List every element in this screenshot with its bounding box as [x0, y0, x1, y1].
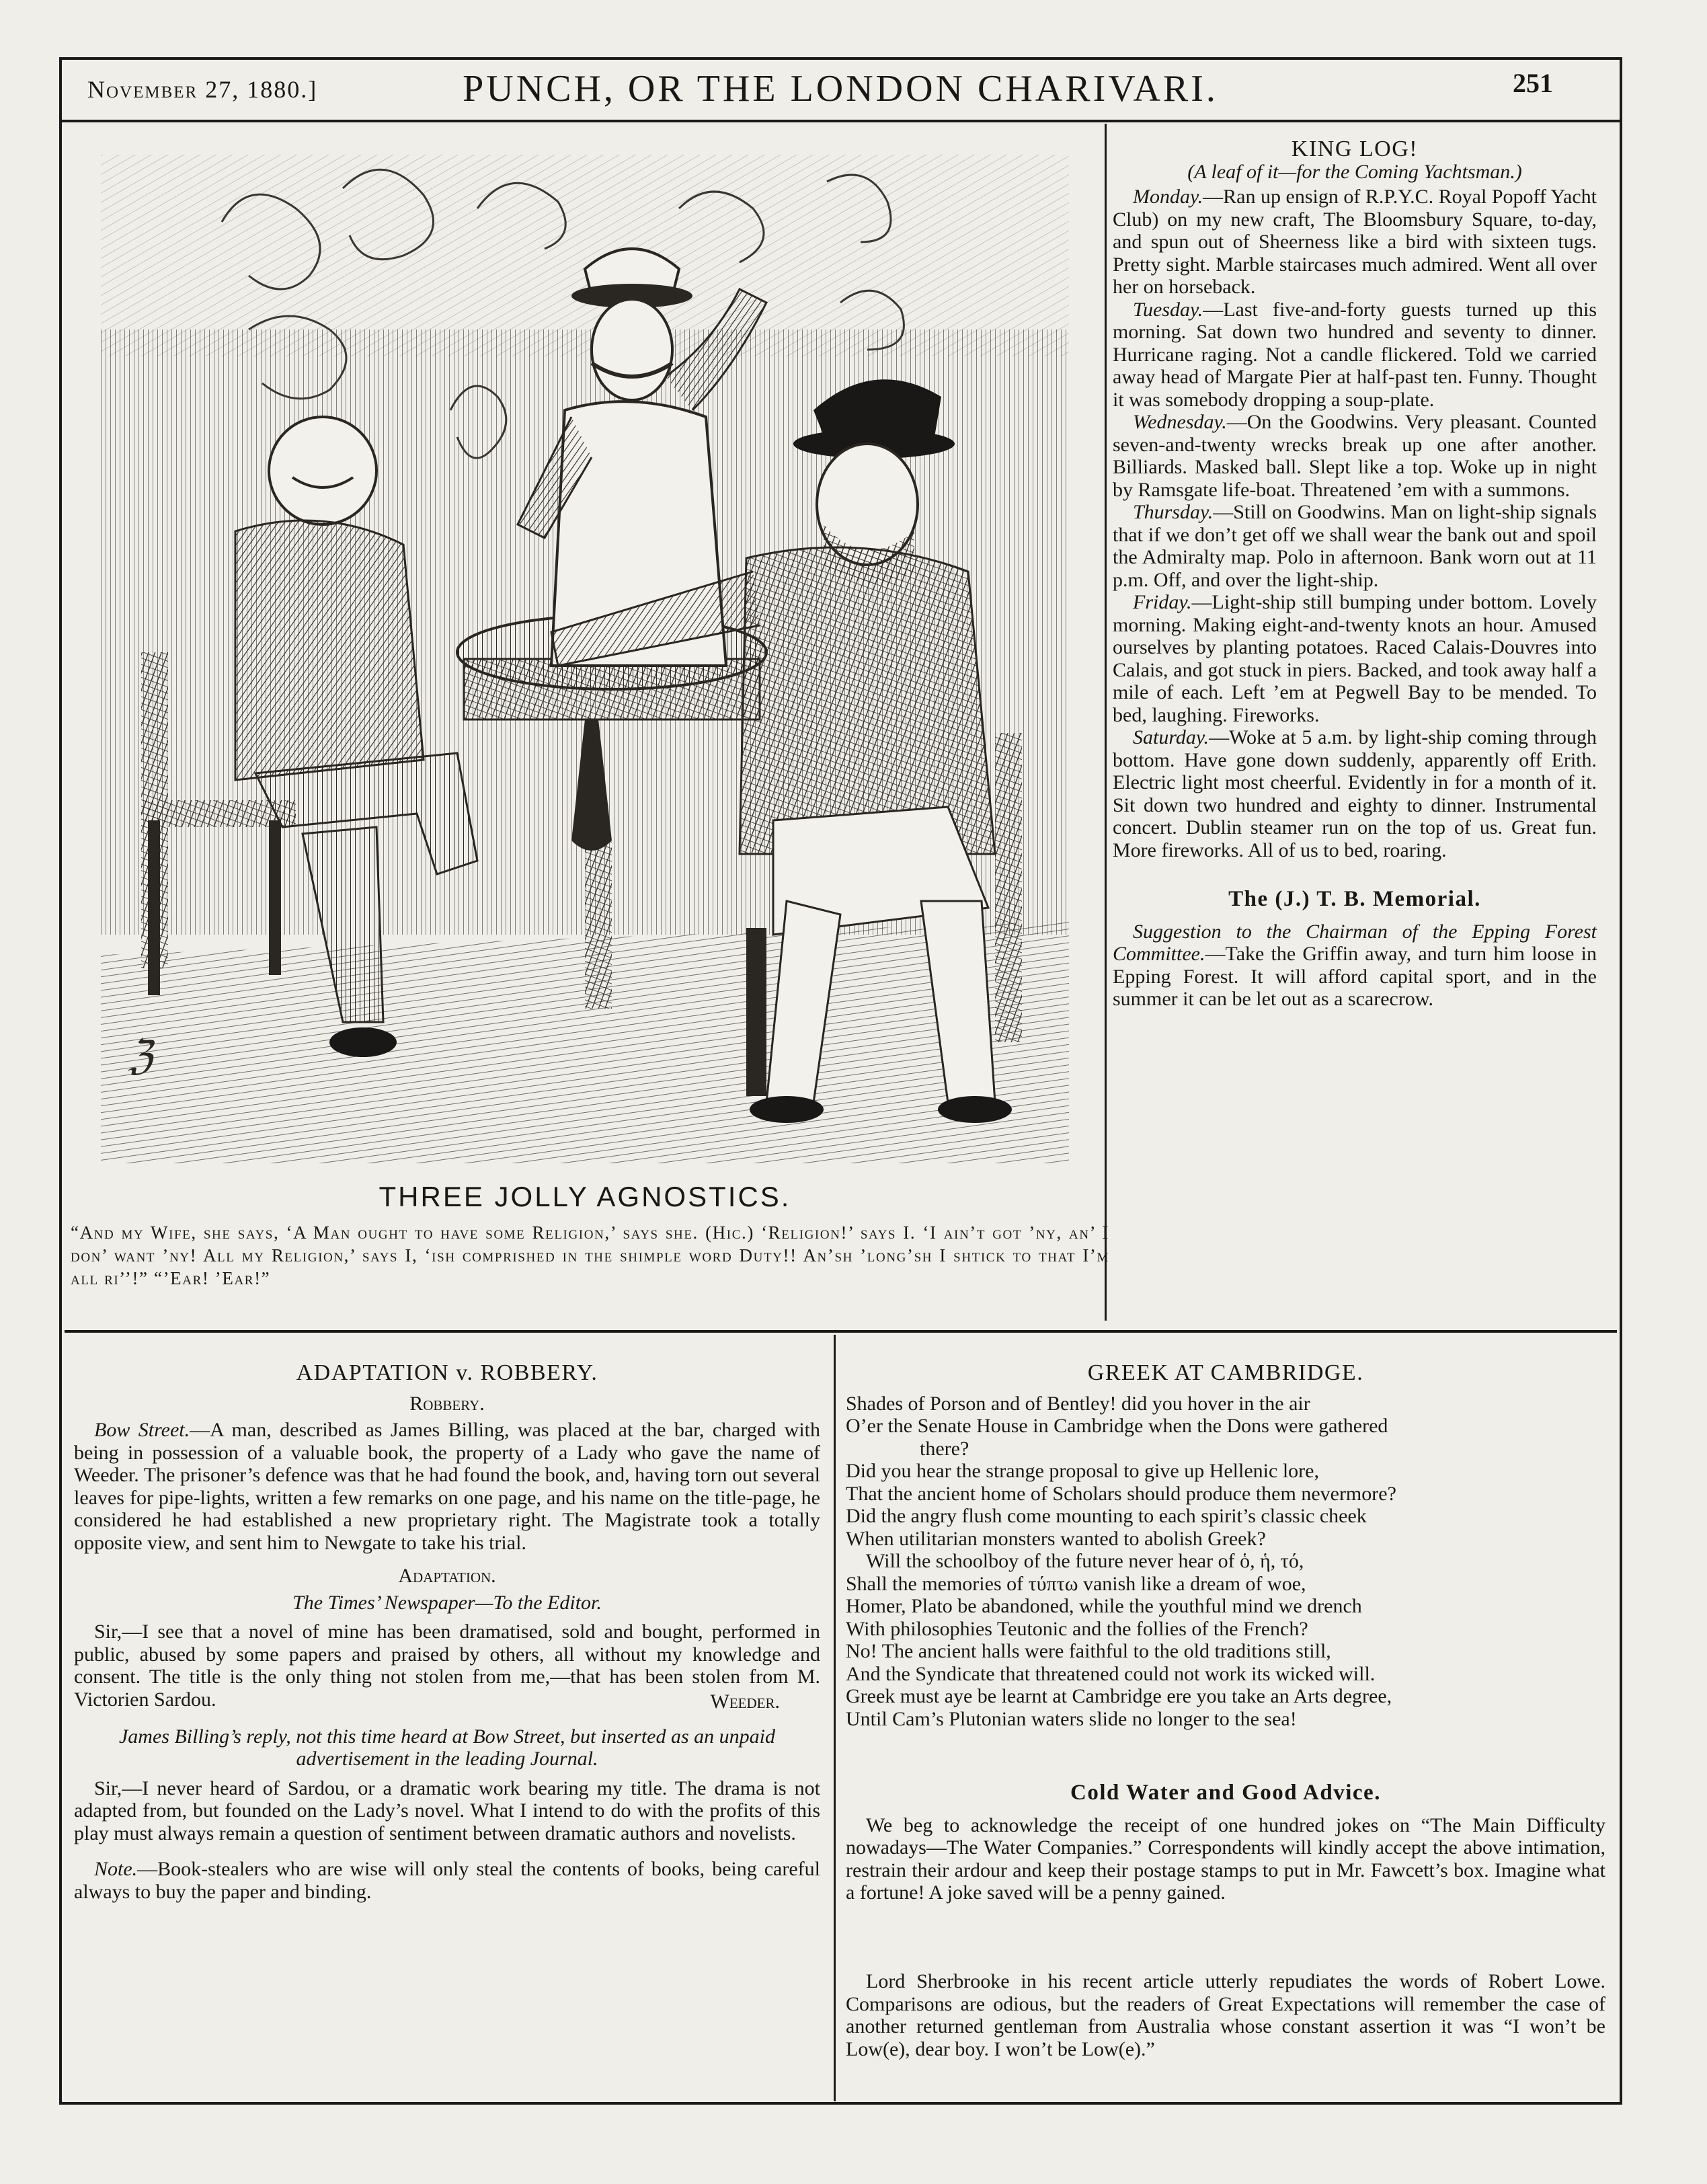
verse-line: there?	[920, 1437, 969, 1460]
king-log-entry: Friday.—Light-ship still bumping under bottom. Lovely morning. Making eight-and-twenty knots an hour. Amused ourselves by planting potatoes. Raced Calais-Douvres into Calais, and got stuck in piers. Backed, and took away half a mile of each. Left ’em at Pegwell Bay to be mended. To bed, laughing. Fireworks.	[1113, 591, 1597, 726]
king-log-article	[1113, 138, 1597, 1011]
king-log-entry: Saturday.—Woke at 5 a.m. by light-ship coming through bottom. Have gone down suddenly, apparently off Erith. Electric light most cheerful. Evidently in for a month of it. Sit down two hundred and eighty to dinner. Instrumental concert. Dublin steamer run on the top of us. Great fun. More fireworks. All of us to bed, roaring.	[1113, 726, 1597, 861]
verse-line: That the ancient home of Scholars should produce them nevermore?	[846, 1482, 1396, 1505]
verse-line: Will the schoolboy of the future never hear of ὁ, ἡ, τό,	[866, 1550, 1304, 1572]
letter-heading: The Times’ Newspaper—To the Editor.	[292, 1591, 602, 1614]
section-rule	[65, 1330, 1617, 1333]
greek-title: GREEK AT CAMBRIDGE.	[1087, 1360, 1364, 1385]
king-log-subtitle: (A leaf of it—for the Coming Yachtsman.)	[1187, 160, 1522, 183]
adaptation-article	[74, 1362, 820, 1903]
verse-line: Shades of Porson and of Bentley! did you hover in the air	[846, 1392, 1310, 1415]
column-rule-top	[1105, 124, 1107, 1321]
column-rule-bottom	[834, 1335, 836, 2101]
greek-article	[846, 1362, 1605, 1730]
verse-line: No! The ancient halls were faithful to the old traditions still,	[846, 1640, 1331, 1662]
adaptation-title: ADAPTATION v. ROBBERY.	[296, 1360, 598, 1385]
memorial-title: The (J.) T. B. Memorial.	[1228, 887, 1481, 911]
issue-date: November 27, 1880.]	[87, 76, 318, 103]
adaptation-heading: Adaptation.	[398, 1565, 496, 1587]
artist-signature: ℨ	[128, 1032, 153, 1079]
king-log-entry: Wednesday.—On the Goodwins. Very pleasant. Counted seven-and-twenty wrecks break up one after another. Billiards. Masked ball. Slept like a top. Woke up in night by Ramsgate life-boat. Threatened ’em with a summons.	[1113, 411, 1597, 501]
robbery-heading: Robbery.	[409, 1392, 485, 1415]
masthead-title: PUNCH, OR THE LONDON CHARIVARI.	[463, 68, 1218, 110]
verse-line: Did the angry flush come mounting to each spirit’s classic cheek	[846, 1505, 1367, 1527]
cartoon-illustration	[101, 128, 1069, 1163]
letter-signature: Weeder.	[710, 1690, 780, 1713]
page-number: 251	[1513, 68, 1553, 98]
letter-text: Sir,—I see that a novel of mine has been dramatised, sold and bought, performed in public, abused by some papers and praised by others, all without my knowledge and consent. The title is the only thing not stolen from me,—that has been stolen from M. Victorien Sardou.	[74, 1621, 820, 1711]
cartoon-caption: “And my Wife, she says, ‘A Man ought to have some Religion,’ says she. (Hic.) ‘Religion!’ says I. ‘I ain’t got ’ny, an’ I don’ want ’ny! All my Religion,’ says I, ‘ish comprished in the shimple word Duty!! An’sh ’long’sh I shtick to that I’m all ri’’!” “’Ear! ’Ear!”	[71, 1222, 1109, 1288]
note-text: Note.—Book-stealers who are wise will only steal the contents of books, being careful always to buy the paper and binding.	[74, 1858, 820, 1903]
verse-line: When utilitarian monsters wanted to abolish Greek?	[846, 1527, 1266, 1550]
cartoon-title: THREE JOLLY AGNOSTICS.	[379, 1181, 791, 1212]
verse-line: Shall the memories of τύπτω vanish like a dream of woe,	[846, 1572, 1306, 1595]
verse-line: Greek must aye be learnt at Cambridge ere you take an Arts degree,	[846, 1685, 1392, 1707]
memorial-text: Suggestion to the Chairman of the Epping Forest Committee.—Take the Griffin away, and turn him loose in Epping Forest. It will afford capital sport, and in the summer it can be let out as a scarecrow.	[1113, 920, 1597, 1010]
cold-water-text: We beg to acknowledge the receipt of one hundred jokes on “The Main Difficulty nowadays—The Water Companies.” Correspondents will kindly accept the above intimation, restrain their ardour and keep their postage stamps to put in Mr. Fawcett’s box. Imagine what a fortune! A joke saved will be a penny gained.	[846, 1814, 1605, 1904]
king-log-entry: Monday.—Ran up ensign of R.P.Y.C. Royal Popoff Yacht Club) on my new craft, The Bloomsbury Square, to-day, and spun out of Sheerness like a bird with sixteen tugs. Pretty sight. Marble staircases much admired. Went all over her on horseback.	[1113, 186, 1597, 298]
verse-line: Until Cam’s Plutonian waters slide no longer to the sea!	[846, 1707, 1297, 1730]
verse-line: With philosophies Teutonic and the follies of the French?	[846, 1617, 1308, 1640]
robbery-text: Bow Street.—A man, described as James Billing, was placed at the bar, charged with being in possession of a valuable book, the property of a Lady who gave the name of Weeder. The prisoner’s defence was that he had found the book, and, having torn out several leaves for pipe-lights, written a few remarks on one page, and his name on the title-page, he considered he had established a new proprietary right. The Magistrate took a totally opposite view, and sent him to Newgate to take his trial.	[74, 1419, 820, 1554]
verse-line: O’er the Senate House in Cambridge when the Dons were gathered	[846, 1415, 1388, 1437]
cold-water-title: Cold Water and Good Advice.	[1070, 1781, 1381, 1805]
cold-water-article	[846, 1782, 1605, 1904]
reply-heading: James Billing’s reply, not this time heard at Bow Street, but inserted as an unpaid advertisement in the leading Journal.	[118, 1725, 776, 1770]
reply-text: Sir,—I never heard of Sardou, or a dramatic work bearing my title. The drama is not adapted from, but founded on the Lady’s novel. What I intend to do with the profits of this play must always remain a question of sentiment between dramatic authors and novelists.	[74, 1777, 820, 1844]
header-rule	[59, 120, 1622, 122]
king-log-title: KING LOG!	[1291, 136, 1419, 161]
king-log-entry: Tuesday.—Last five-and-forty guests turned up this morning. Sat down two hundred and seventy to dinner. Hurricane raging. Not a candle flickered. Told we carried away head of Margate Pier at half-past ten. Funny. Thought it was somebody dropping a soup-plate.	[1113, 298, 1597, 411]
verse-line: Did you hear the strange proposal to give up Hellenic lore,	[846, 1460, 1319, 1482]
verse-line: And the Syndicate that threatened could not work its wicked will.	[846, 1662, 1376, 1685]
sherbrooke-article	[846, 1970, 1605, 2060]
verse-line: Homer, Plato be abandoned, while the youthful mind we drench	[846, 1595, 1362, 1617]
king-log-entry: Thursday.—Still on Goodwins. Man on light-ship signals that if we don’t get off we shall wear the bank out and spoil the Admiralty map. Polo in afternoon. Bank worn out at 11 p.m. Off, and over the light-ship.	[1113, 501, 1597, 591]
sherbrooke-text: Lord Sherbrooke in his recent article utterly repudiates the words of Robert Lowe. Comparisons are odious, but the readers of Great Expectations will remember the case of another returned gentleman from Australia whose constant assertion it was “I won’t be Low(e), dear boy. I won’t be Low(e).”	[846, 1970, 1605, 2060]
